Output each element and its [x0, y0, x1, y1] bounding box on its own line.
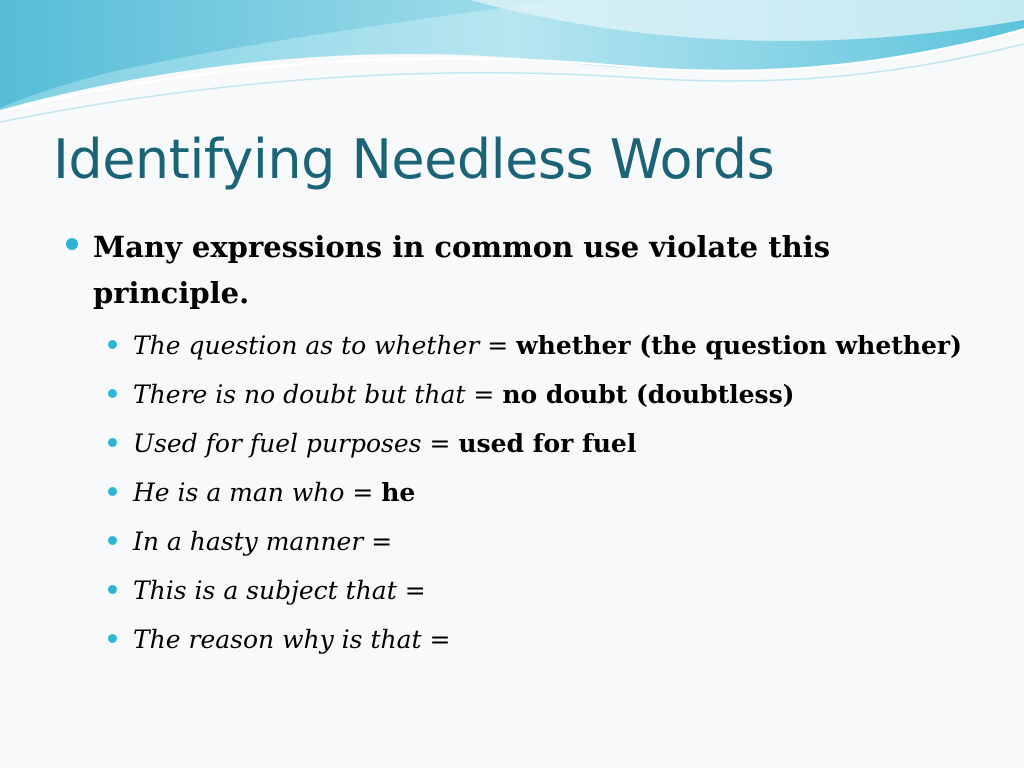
examples-list — [66, 325, 966, 660]
equals-sign: = — [421, 625, 451, 654]
example-item — [66, 521, 966, 562]
bullet-icon — [108, 438, 117, 447]
wordy-phrase: In a hasty manner — [133, 527, 364, 556]
main-bullet — [66, 224, 966, 316]
bullet-icon — [108, 585, 117, 594]
concise-phrase: used for fuel — [458, 429, 637, 458]
equals-sign: = — [465, 380, 503, 409]
example-item — [66, 619, 966, 660]
main-bullet-text: Many expressions in common use violate this principle. — [93, 230, 831, 310]
example-item — [66, 374, 966, 415]
wordy-phrase: There is no doubt but that — [133, 380, 466, 409]
equals-sign: = — [396, 576, 426, 605]
equals-sign: = — [421, 429, 459, 458]
example-item — [66, 423, 966, 464]
bullet-icon — [108, 389, 117, 398]
wordy-phrase: He is a man who — [133, 478, 345, 507]
bullet-icon — [108, 340, 117, 349]
concise-phrase: no doubt (doubtless) — [502, 380, 795, 409]
equals-sign: = — [479, 331, 517, 360]
equals-sign: = — [363, 527, 393, 556]
bullet-icon — [108, 487, 117, 496]
wordy-phrase: Used for fuel purposes — [133, 429, 422, 458]
example-item — [66, 570, 966, 611]
concise-phrase: whether (the question whether) — [516, 331, 962, 360]
bullet-icon — [108, 536, 117, 545]
example-item — [66, 472, 966, 513]
equals-sign: = — [344, 478, 382, 507]
slide-title: Identifying Needless Words — [53, 128, 775, 191]
bullet-icon — [66, 238, 78, 250]
wordy-phrase: The reason why is that — [133, 625, 422, 654]
example-item — [66, 325, 966, 366]
concise-phrase: he — [381, 478, 416, 507]
header-wave-decoration — [0, 0, 1024, 130]
wordy-phrase: This is a subject that — [133, 576, 397, 605]
slide-content — [66, 224, 966, 668]
wordy-phrase: The question as to whether — [133, 331, 480, 360]
bullet-icon — [108, 634, 117, 643]
